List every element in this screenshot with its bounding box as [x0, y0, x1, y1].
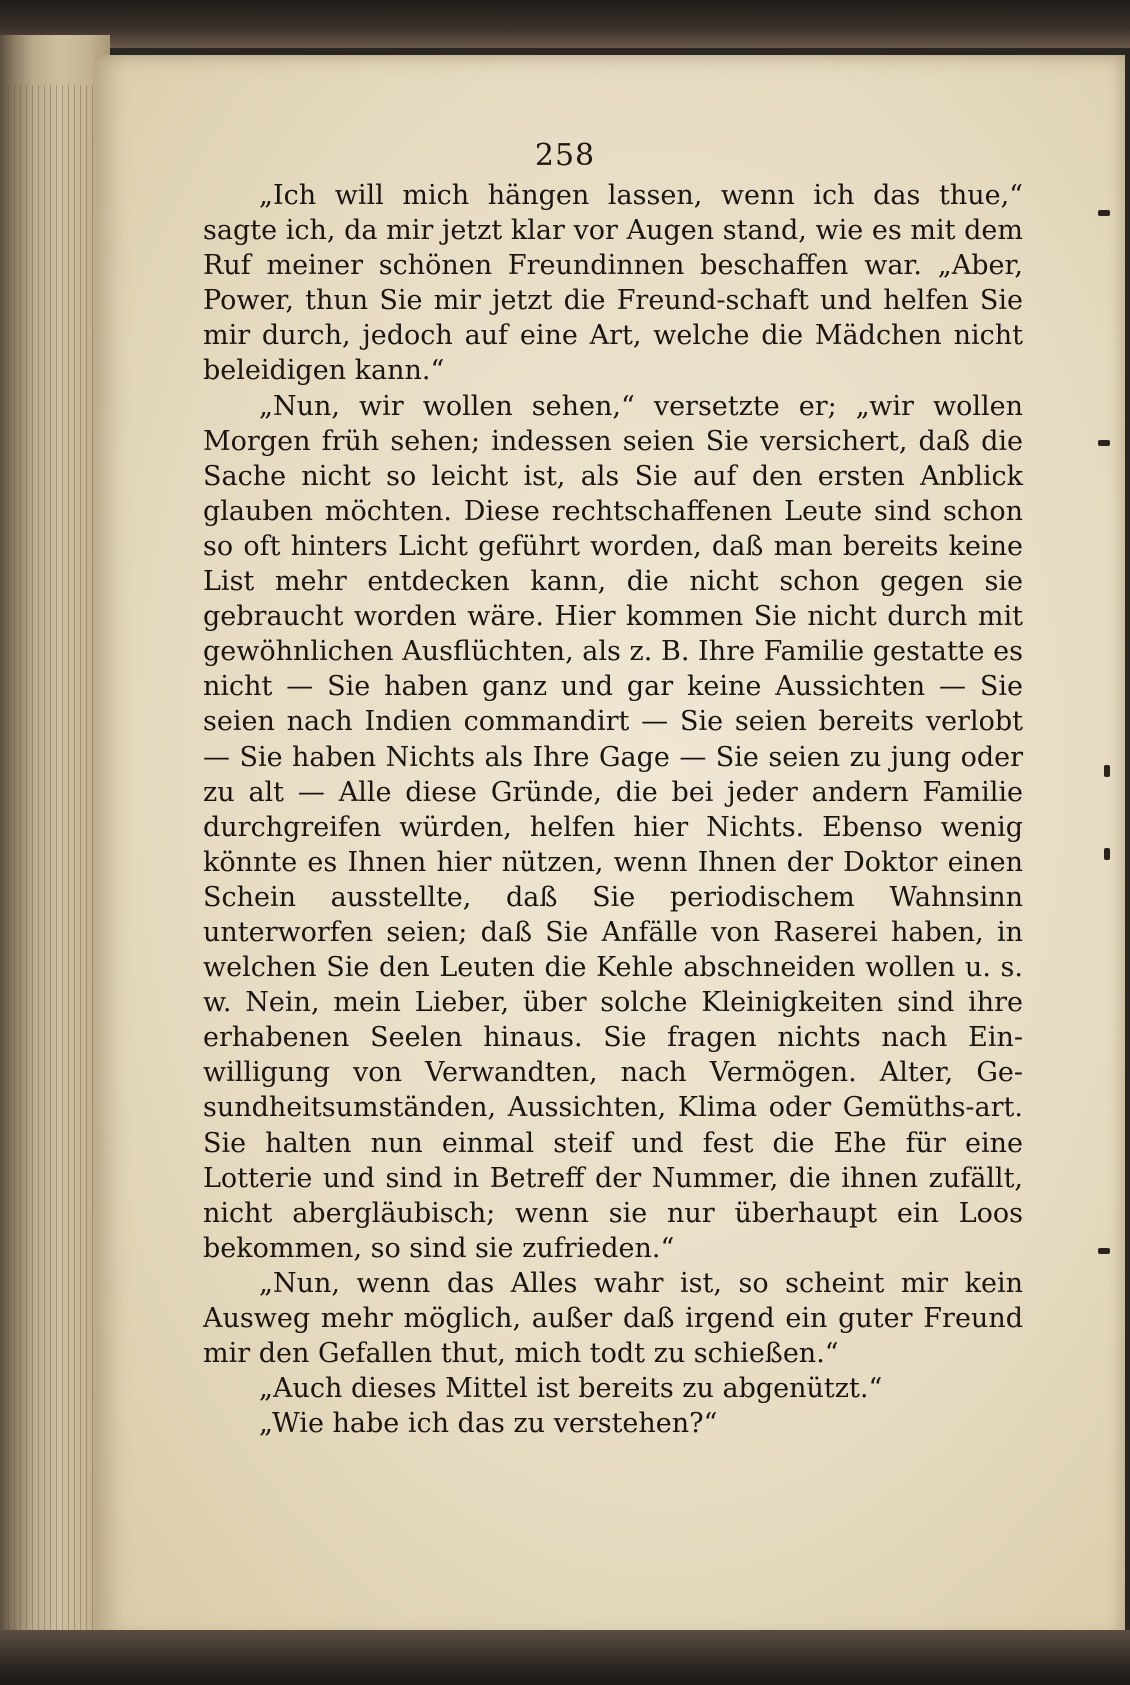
margin-ink-mark [1104, 765, 1110, 777]
paragraph-1: „Ich will mich hängen lassen, wenn ich das thue,“ sagte ich, da mir jetzt klar vor Augen stand, wie es mit dem Ruf meiner schönen Freundinnen beschaffen war. „Aber, Power, thun Sie mir jetzt die Freund-schaft und helfen Sie mir durch, jedoch auf eine Art, welche die Mädchen nicht beleidigen kann.“ [203, 180, 1023, 387]
paragraph-5: „Wie habe ich das zu verstehen?“ [259, 1408, 718, 1440]
page-number: 258 [534, 138, 596, 173]
bottom-shadow-band [0, 1630, 1130, 1685]
book-page-edges [0, 35, 110, 1665]
paragraph-3: „Nun, wenn das Alles wahr ist, so scheint mir kein Ausweg mehr möglich, außer daß irgend ein guter Freund mir den Gefallen thut, mich todt zu schießen.“ [203, 1267, 1023, 1370]
body-text [203, 178, 1023, 1441]
margin-ink-mark [1098, 210, 1110, 216]
margin-ink-mark [1098, 440, 1110, 446]
paragraph-4: „Auch dieses Mittel ist bereits zu abgenützt.“ [259, 1373, 883, 1405]
page-edge-lines [8, 85, 103, 1655]
margin-ink-mark [1098, 1248, 1110, 1254]
top-shadow-band [0, 0, 1130, 48]
paragraph-2: „Nun, wir wollen sehen,“ versetzte er; „wir wollen Morgen früh sehen; indessen seien Sie versichert, daß die Sache nicht so leicht ist, als Sie auf den ersten Anblick glauben möchten. Diese rechtschaffenen Leute sind schon so oft hinters Licht geführt worden, daß man bereits keine List mehr entdecken kann, die nicht schon gegen sie gebraucht worden wäre. Hier kommen Sie nicht durch mit gewöhnlichen Ausflüchten, als z. B. Ihre Familie gestatte es nicht — Sie haben ganz und gar keine Aussichten — Sie seien nach Indien commandirt — Sie seien bereits verlobt — Sie haben Nichts als Ihre Gage — Sie seien zu jung oder zu alt — Alle diese Gründe, die bei jeder andern Familie durchgreifen würden, helfen hier Nichts. Ebenso wenig könnte es Ihnen hier nützen, wenn Ihnen der Doktor einen Schein ausstellte, daß Sie periodischem Wahnsinn unterworfen seien; daß Sie Anfälle von Raserei haben, in welchen Sie den Leuten die Kehle abschneiden wollen u. s. w. Nein, mein Lieber, über solche Kleinigkeiten sind ihre erhabenen Seelen hinaus. Sie fragen nichts nach Ein-willigung von Verwandten, nach Vermögen. Alter, Ge-sundheitsumständen, Aussichten, Klima oder Gemüths-art. Sie halten nun einmal steif und fest die Ehe für eine Lotterie und sind in Betreff der Nummer, die ihnen zufällt, nicht abergläubisch; wenn sie nur überhaupt ein Loos bekommen, so sind sie zufrieden.“ [203, 390, 1023, 1264]
margin-ink-mark [1104, 848, 1110, 860]
